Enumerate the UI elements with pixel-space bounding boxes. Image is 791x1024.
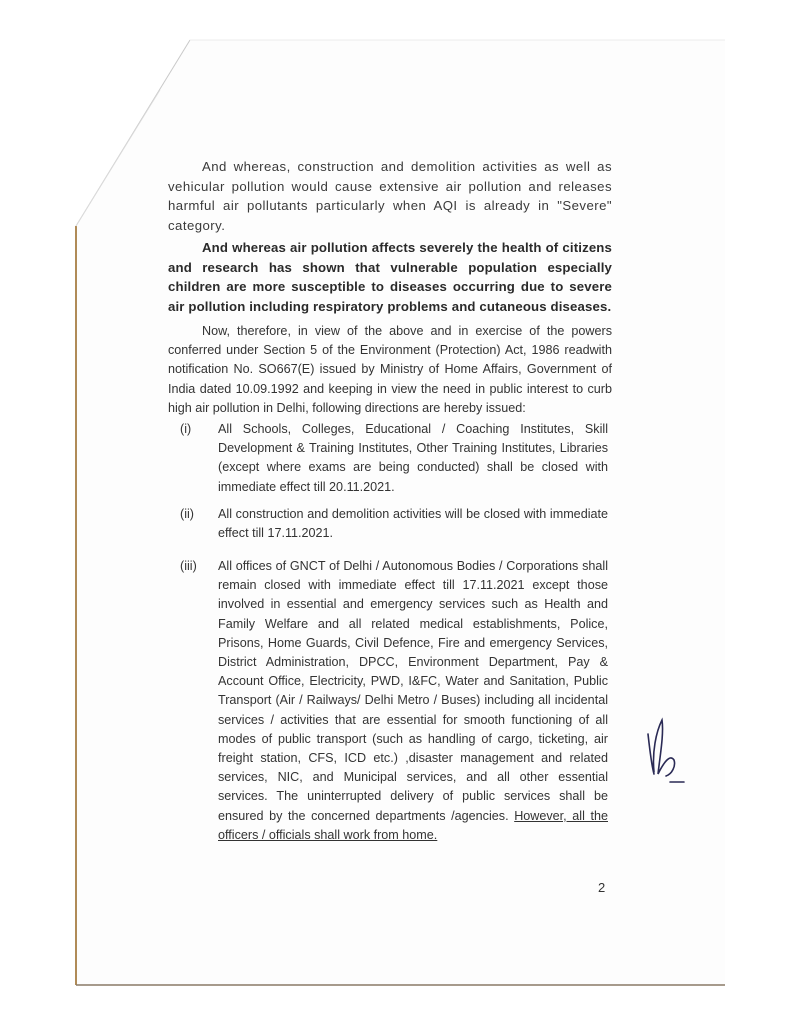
direction-text: All construction and demolition activities will be closed with immediate effect till 17.11.2021. <box>218 507 608 541</box>
paragraph-directions-intro: Now, therefore, in view of the above and in exercise of the powers conferred under Section 5 of the Environment (Protection) Act, 1986 readwith notification No. SO667(E) issued by Ministry of Home Affairs, Government of India dated 10.09.1992 and keeping in view the need in public interest to curb high air pollution in Delhi, following directions are hereby issued: <box>168 324 612 415</box>
direction-number: (i) <box>180 422 192 436</box>
paragraph-health-impact: And whereas air pollution affects severely the health of citizens and research has shown that vulnerable population especially children are more susceptible to diseases occurring due to severe air pollution including respiratory problems and cutaneous diseases. <box>168 240 612 315</box>
paragraph-construction-demolition: And whereas, construction and demolition activities as well as vehicular pollution would cause extensive air pollution and releases harmful air pollutants particularly when AQI is already in "Severe" category. <box>168 159 612 234</box>
direction-text: All offices of GNCT of Delhi / Autonomous Bodies / Corporations shall remain closed with immediate effect till 17.11.2021 except those involved in essential and emergency services such as Health and Family Welfare and all related medical establishments, Police, Prisons, Home Guards, Civil Defence, Fire and emergency Services, District Administration, DPCC, Environment Department, Pay & Account Office, Electricity, PWD, I&FC, Water and Sanitation, Public Transport (Air / Railways/ Delhi Metro / Buses) including all incidental services / activities that are essential for smooth functioning of all modes of public transport (such as handling of cargo, ticketing, air freight station, CFS, ICD etc.) ,disaster management and related services, NIC, and Municipal services, and all other essential services. The uninterrupted delivery of public services shall be ensured by the concerned departments /agencies. However, all the officers / officials shall work from home. <box>218 559 608 842</box>
direction-number: (iii) <box>180 559 197 573</box>
work-from-home-note: However, all the officers / officials shall work from home. <box>218 808 608 842</box>
page-number: 2 <box>598 880 606 895</box>
direction-text: All Schools, Colleges, Educational / Coaching Institutes, Skill Development & Training Institutes, Other Training Institutes, Libraries (except where exams are being conducted) shall be closed with immediate effect till 20.11.2021. <box>218 422 608 494</box>
signature-initials <box>640 712 690 792</box>
direction-number: (ii) <box>180 507 194 521</box>
